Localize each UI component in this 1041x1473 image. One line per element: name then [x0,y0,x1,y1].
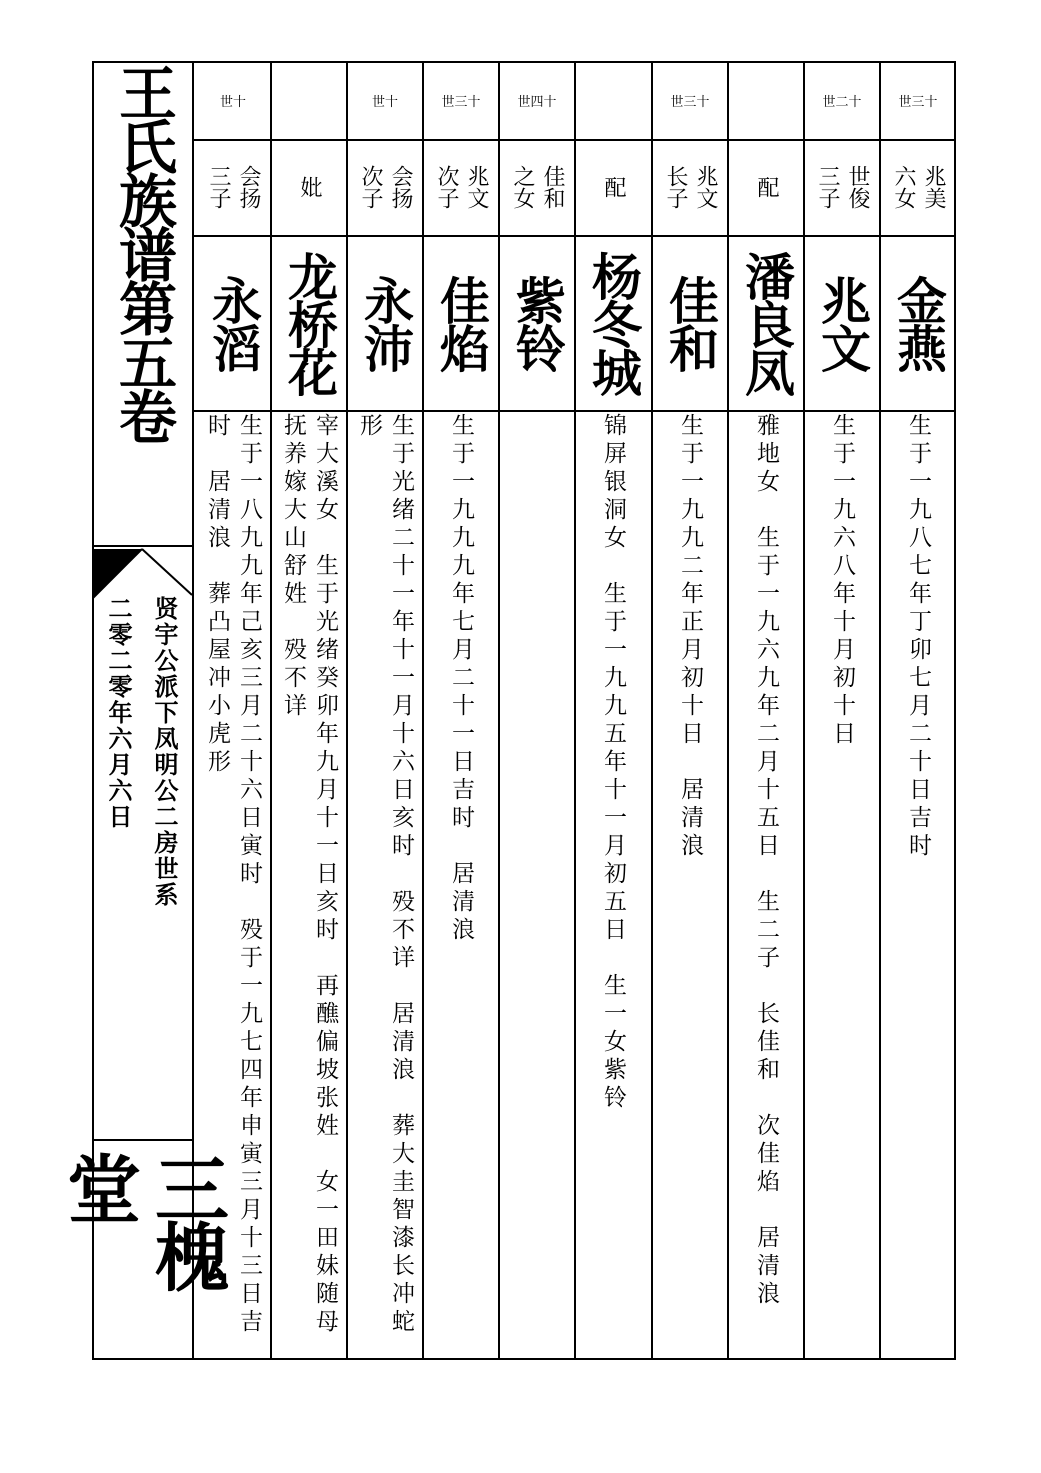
hall-divider [92,1139,192,1141]
biography [728,413,804,1353]
generation-label: 世三十 [670,94,710,110]
relation-label: 会扬 次子 [358,165,413,209]
biography [271,413,347,1353]
relation-label: 兆文 长子 [663,165,718,209]
genealogy-column [652,61,728,1360]
biography-text: 宰大溪女 生于光绪癸卯年九月十一日亥时 再醮偏坡张姓 女一田妹随母 抚养嫁大山舒姓 殁不详 [280,413,338,1337]
relation-label: 配 [601,176,626,198]
generation-label [728,61,804,139]
genealogy-column [880,61,956,1360]
biography-text: 生于一九九九年七月二十一日吉时 居清浪 [448,413,474,945]
biography [347,413,423,1353]
person-name: 金燕 [889,274,947,371]
relation-label: 世俊 三子 [815,165,870,209]
title-divider-chevron [92,545,192,603]
person-name: 佳和 [661,274,719,371]
generation-label: 世三十 [441,94,481,110]
biography [499,413,575,1353]
relation-label: 兆文 次子 [434,165,489,209]
person-name: 永滔 [204,274,262,371]
biography-text: 生于一九九二年正月初十日 居清浪 [677,413,703,861]
relation-label: 妣 [297,176,322,198]
edition-date: 二零二零年六月六日 [104,596,132,830]
person-name: 潘良凤 [737,250,795,395]
hall-name: 三槐堂 [55,1151,229,1287]
biography [652,413,728,1353]
relation-label: 会扬 三子 [206,165,261,209]
biography [423,413,499,1353]
person-name: 紫铃 [508,274,566,371]
sidebar [55,61,229,1360]
genealogy-column [271,61,347,1360]
biography [195,413,271,1353]
biography-text: 生于一九六八年十月初十日 [829,413,855,749]
person-name: 永沛 [356,274,414,371]
generation-label: 世三十 [898,94,938,110]
biography [804,413,880,1353]
genealogy-column [347,61,423,1360]
generation-label: 世十 [371,94,398,110]
genealogy-column [728,61,804,1360]
biography-text: 锦屏银洞女 生于一九九五年十一月初五日 生一女紫铃 [600,413,626,1113]
biography [880,413,956,1353]
genealogy-column [423,61,499,1360]
relation-label: 配 [754,176,779,198]
generation-label [271,61,347,139]
generation-label [575,61,651,139]
genealogy-column [804,61,880,1360]
generation-label: 世十 [219,94,246,110]
relation-label: 兆美 六女 [891,165,946,209]
person-name: 佳焰 [432,274,490,371]
biography-text: 生于一八九九年己亥三月二十六日寅时 殁于一九七四年申寅三月十三日吉 时 居清浪 葬凸屋冲小虎形 [204,413,262,1337]
lineage-subtitle: 贤宇公派下凤明公二房世系 [150,596,178,908]
biography-text: 生于光绪二十一年十一月十六日亥时 殁不详 居清浪 葬大圭智漆长冲蛇 形 [356,413,414,1337]
biography-text: 雅地女 生于一九六九年二月十五日 生二子 长佳和 次佳焰 居清浪 [753,413,779,1309]
genealogy-column [575,61,651,1360]
book-title: 王氏族谱第五卷 [109,63,177,441]
biography [575,413,651,1353]
relation-label: 佳和 之女 [510,165,565,209]
person-name: 龙桥花 [280,250,338,395]
genealogy-column [499,61,575,1360]
generation-label: 世二十 [822,94,862,110]
genealogy-column [195,61,271,1360]
person-name: 兆文 [813,274,871,371]
person-name: 杨冬城 [584,250,642,395]
biography-text: 生于一九八七年丁卯七月二十日吉时 [905,413,931,861]
generation-label: 世四十 [517,94,557,110]
